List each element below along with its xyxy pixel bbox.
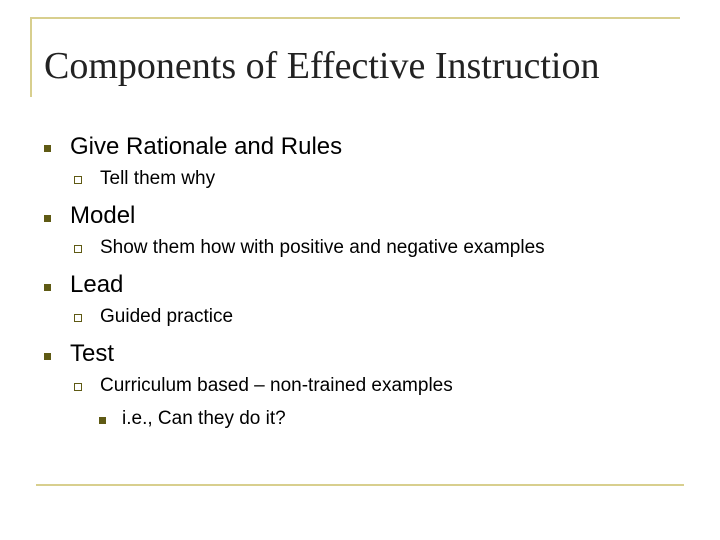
sub-bullet-show-how: Show them how with positive and negative examples [100, 237, 545, 258]
bullet-give-rationale: Give Rationale and Rules [70, 133, 343, 160]
sub-bullet-guided-practice: Guided practice [100, 306, 234, 327]
sub-sub-bullet-can-they-do-it: i.e., Can they do it? [122, 408, 286, 429]
bullet-model: Model [70, 202, 136, 229]
slide-title: Components of Effective Instruction [44, 45, 600, 87]
frame-top-line [30, 17, 680, 19]
square-bullet-icon [99, 417, 106, 424]
square-bullet-icon [44, 215, 51, 222]
hollow-square-bullet-icon [74, 176, 82, 184]
frame-bottom-line [36, 484, 684, 486]
bullet-lead: Lead [70, 271, 124, 298]
hollow-square-bullet-icon [74, 245, 82, 253]
square-bullet-icon [44, 145, 51, 152]
frame-left-line [30, 17, 32, 97]
square-bullet-icon [44, 284, 51, 291]
hollow-square-bullet-icon [74, 314, 82, 322]
square-bullet-icon [44, 353, 51, 360]
bullet-test: Test [70, 340, 115, 367]
sub-bullet-curriculum-based: Curriculum based – non-trained examples [100, 375, 453, 396]
hollow-square-bullet-icon [74, 383, 82, 391]
sub-bullet-tell-why: Tell them why [100, 168, 216, 189]
